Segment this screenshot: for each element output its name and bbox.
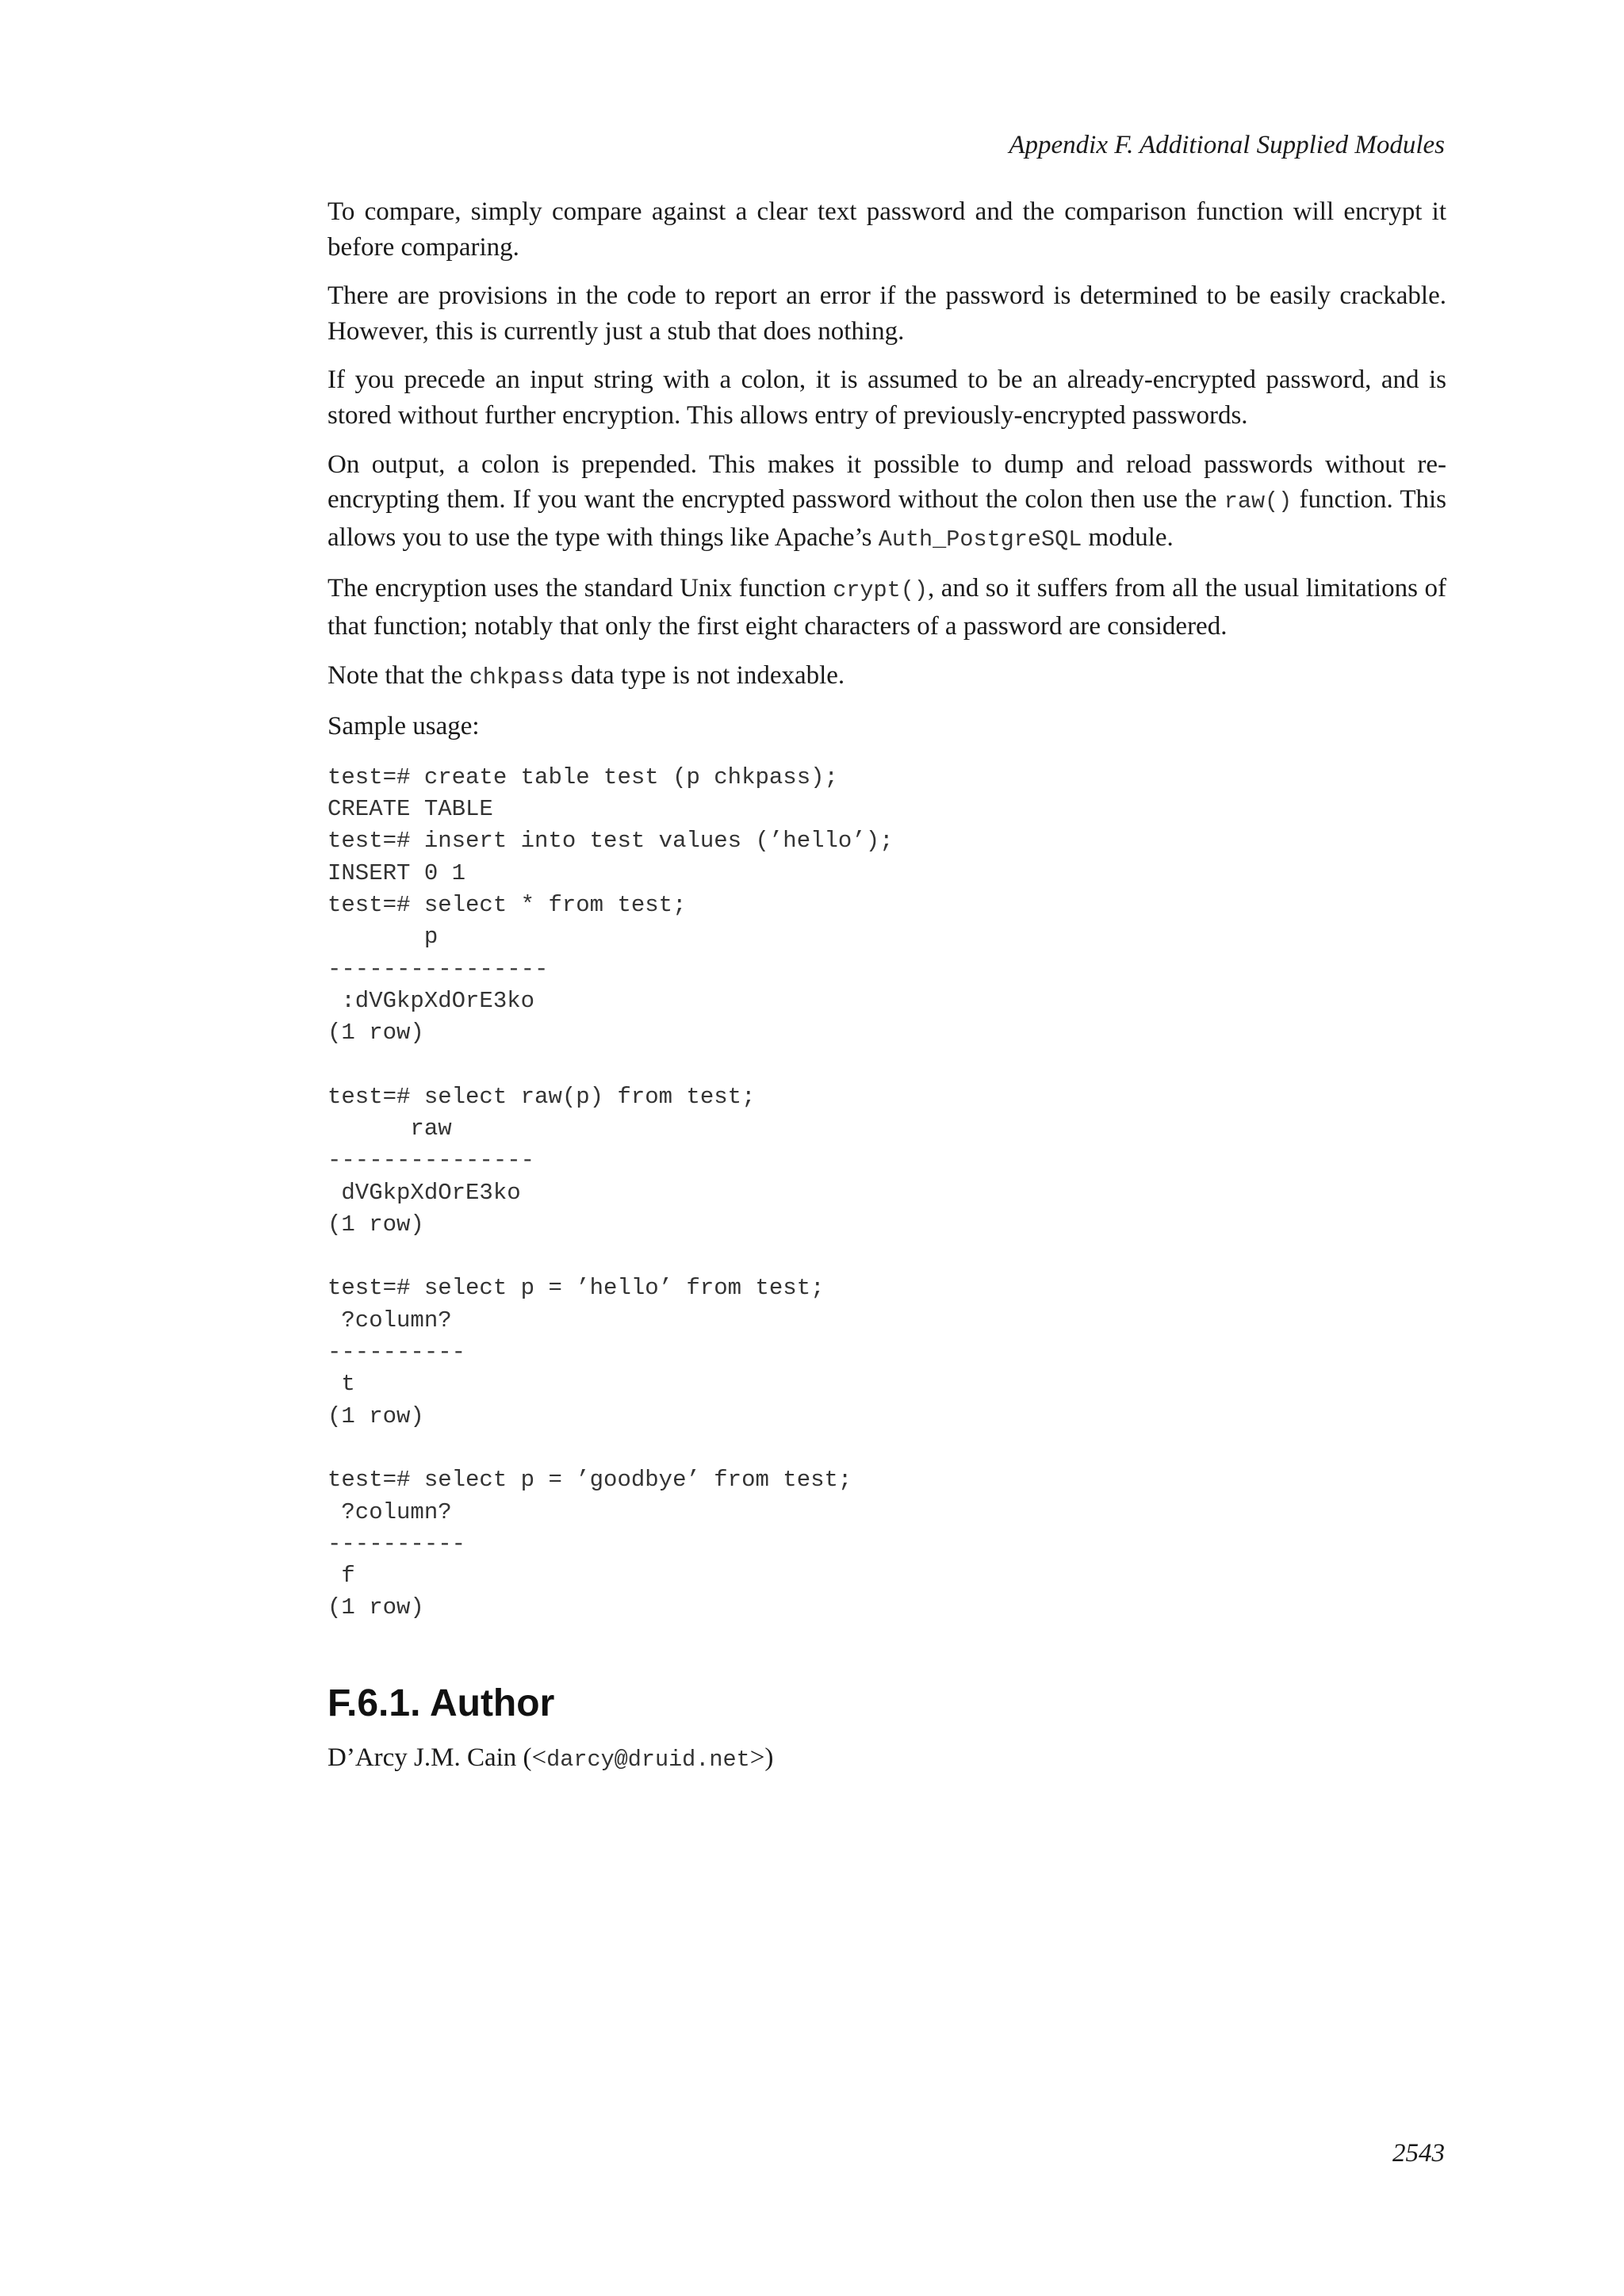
author-line (327, 1740, 1446, 1778)
code-line: dVGkpXdOrE3ko (327, 1179, 521, 1206)
code-line: ---------- (327, 1530, 466, 1557)
code-line: test=# select p = ’hello’ from test; (327, 1275, 825, 1302)
paragraph-text: On output, a colon is prepended. This makes it possible to dump and reload passwords without re-encrypting them. If you want the encrypted password without the colon then use the (327, 450, 1446, 515)
author-name: D’Arcy J.M. Cain (< (327, 1743, 547, 1772)
paragraph-text: module. (1082, 522, 1174, 552)
code-line: (1 row) (327, 1402, 424, 1429)
code-line: ?column? (327, 1307, 452, 1334)
paragraph-output (327, 447, 1446, 558)
code-line: p (327, 924, 439, 951)
code-line: (1 row) (327, 1211, 424, 1238)
code-line (327, 1049, 1446, 1081)
code-line: ---------------- (327, 955, 549, 982)
code-line: raw (327, 1115, 452, 1142)
code-line: f (327, 1563, 355, 1590)
paragraph-text: , and so it suffers from all the usual limitations of that function; notably that only the first eight characters of a password are considered. (327, 574, 1446, 641)
code-line: :dVGkpXdOrE3ko (327, 987, 535, 1014)
code-line (327, 1241, 1446, 1272)
code-line: test=# insert into test values (’hello’); (327, 828, 894, 855)
code-line: (1 row) (327, 1020, 424, 1047)
code-line: test=# create table test (p chkpass); (327, 763, 838, 790)
paragraph-not-indexable (327, 658, 1446, 696)
code-line: CREATE TABLE (327, 796, 493, 823)
paragraph-sample-usage: Sample usage: (327, 712, 480, 741)
code-line (327, 1433, 1446, 1464)
paragraph-text: data type is not indexable. (564, 660, 845, 690)
code-line: test=# select * from test; (327, 891, 687, 918)
paragraph-text: function. This allows you to use the type with things like Apache’s (327, 485, 1447, 552)
inline-code-auth-postgresql: Auth_PostgreSQL (878, 526, 1082, 553)
code-line: test=# select p = ’goodbye’ from test; (327, 1467, 852, 1494)
code-line: test=# select raw(p) from test; (327, 1083, 756, 1110)
code-line: ?column? (327, 1498, 452, 1525)
page-body (327, 194, 1446, 1791)
author-suffix: >) (749, 1743, 774, 1772)
paragraph-crackable: There are provisions in the code to report an error if the password is determined to be easily crackable. However, this is currently just a stub that does nothing. (327, 281, 1446, 346)
code-line: --------------- (327, 1147, 535, 1174)
paragraph-compare: To compare, simply compare against a clear text password and the comparison function will encrypt it before comparing. (327, 197, 1446, 262)
code-line: (1 row) (327, 1594, 424, 1621)
code-line: INSERT 0 1 (327, 859, 466, 886)
inline-code-crypt: crypt() (833, 577, 928, 604)
paragraph-text: The encryption uses the standard Unix function (327, 574, 833, 603)
code-line: t (327, 1371, 355, 1398)
inline-code-raw: raw() (1224, 488, 1293, 515)
code-line: ---------- (327, 1339, 466, 1366)
paragraph-colon-input: If you precede an input string with a colon, it is assumed to be an already-encrypted password, and is stored without further encryption. This allows entry of previously-encrypted passwords. (327, 365, 1446, 430)
code-example (327, 762, 1446, 1624)
running-header: Appendix F. Additional Supplied Modules (1009, 131, 1445, 159)
page-number: 2543 (1392, 2139, 1445, 2168)
paragraph-encryption (327, 571, 1446, 644)
inline-code-chkpass: chkpass (469, 664, 565, 691)
author-email: darcy@druid.net (546, 1746, 750, 1773)
paragraph-text: Note that the (327, 660, 469, 690)
section-heading-author: F.6.1. Author (327, 1682, 555, 1724)
